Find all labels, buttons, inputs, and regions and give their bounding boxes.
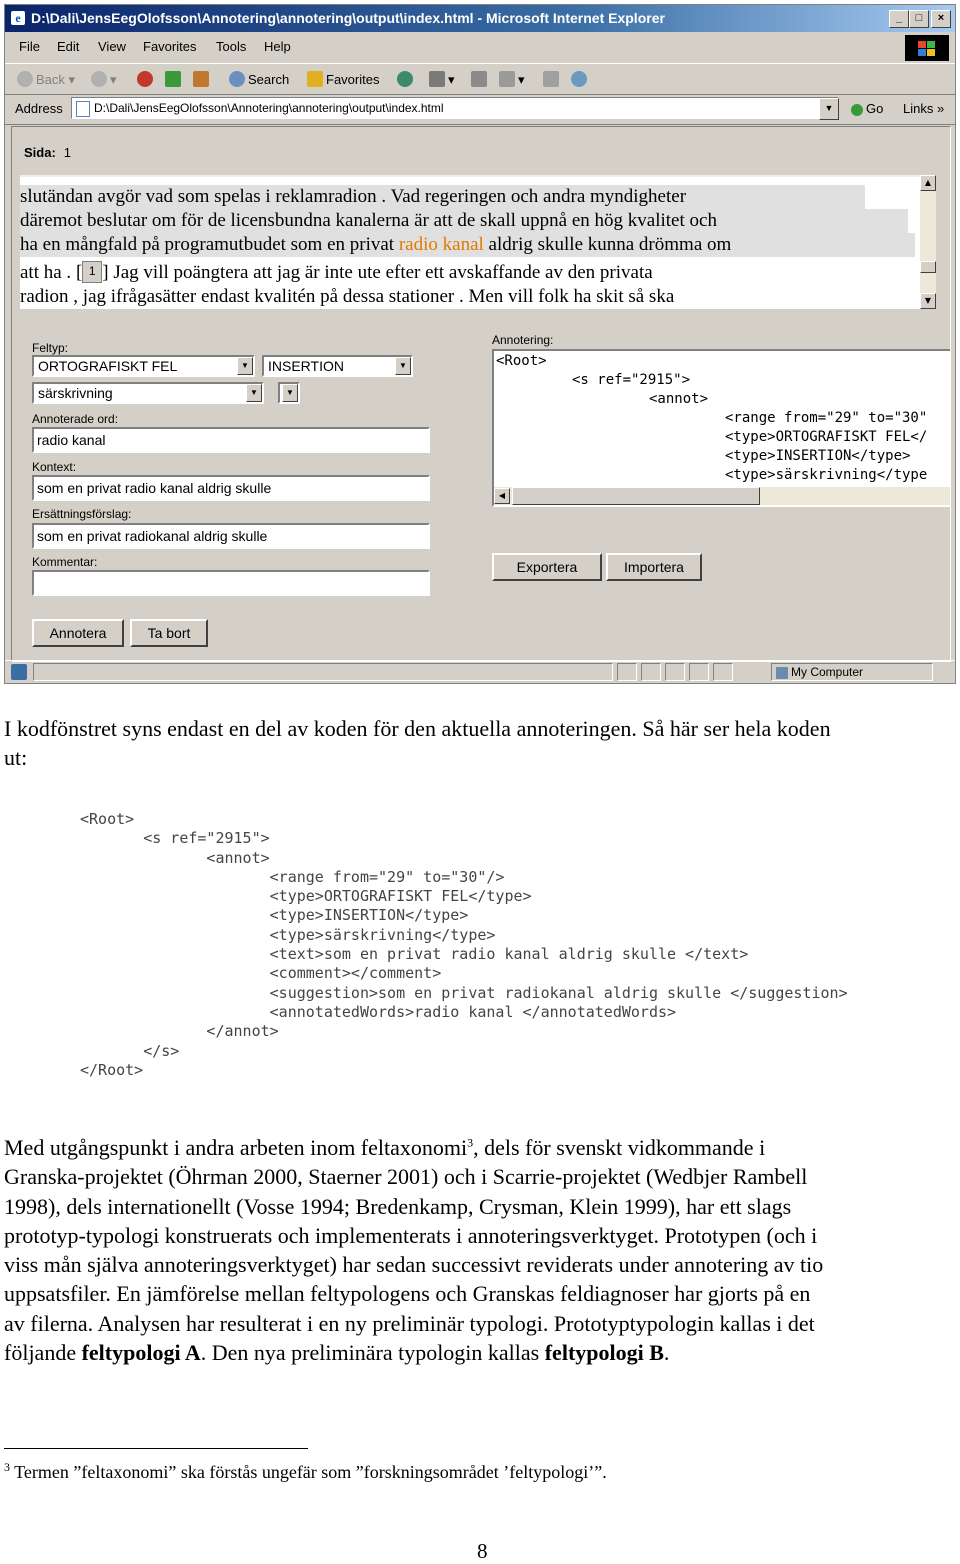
footnote-divider <box>4 1448 308 1449</box>
scroll-down-button[interactable]: ▼ <box>920 293 936 309</box>
text-line: slutändan avgör vad som spelas i reklamradion . Vad regeringen och andra myndigheter <box>20 185 865 209</box>
intro-paragraph: I kodfönstret syns endast en del av koden för den aktuella annoteringen. Så här ser hela koden ut: <box>4 716 831 771</box>
feltyp-select-4[interactable] <box>278 382 300 404</box>
feltyp-select-1[interactable]: ORTOGRAFISKT FEL ▼ <box>32 355 255 377</box>
address-label: Address <box>15 101 63 116</box>
scroll-thumb[interactable] <box>920 261 936 273</box>
ie-logo-icon: e <box>11 11 25 25</box>
feltyp-select-3[interactable]: särskrivning ▼ <box>32 382 264 404</box>
footnote: $^3$ Termen ”feltaxonomi” ska förstås ungefär som ”forskningsområdet ’feltypologi’”. <box>4 1460 607 1482</box>
search-button[interactable]: Search <box>229 71 289 87</box>
mail-button[interactable]: ▾ <box>429 71 455 88</box>
code-line: <annot> <box>649 391 709 407</box>
history-icon <box>397 71 413 87</box>
discuss-icon <box>543 71 559 87</box>
address-input[interactable]: D:\Dali\JensEegOlofsson\Annotering\annotering\output\index.html <box>71 97 839 119</box>
menu-edit[interactable]: Edit <box>57 39 80 54</box>
page-content <box>11 126 951 662</box>
text-line: att ha . [ 1 ] Jag vill poängtera att jag är inte ute efter ett avskaffande av den privata <box>20 262 653 283</box>
window-title: D:\Dali\JensEegOlofsson\Annotering\annotering\output\index.html - Microsoft Internet Explorer <box>31 10 665 26</box>
back-button[interactable]: Back ▾ <box>17 71 75 88</box>
horizontal-scrollbar[interactable] <box>494 487 951 505</box>
edit-button[interactable]: ▾ <box>499 71 525 88</box>
chevron-down-icon: ▼ <box>246 384 262 402</box>
annotera-button[interactable]: Annotera <box>32 619 124 647</box>
code-line: <type>särskrivning</type <box>725 467 928 483</box>
page-icon <box>76 101 90 117</box>
mail-icon <box>429 71 445 87</box>
history-button[interactable] <box>397 71 416 87</box>
code-line: <type>INSERTION</type> <box>725 448 911 464</box>
exportera-button[interactable]: Exportera <box>492 553 602 581</box>
annotation-code-box[interactable] <box>492 349 951 507</box>
chevron-down-icon: ▼ <box>237 357 253 375</box>
maximize-button[interactable]: □ <box>909 10 929 28</box>
comment-input[interactable] <box>32 570 430 596</box>
menu-file[interactable]: File <box>19 39 40 54</box>
body-paragraph: Med utgångspunkt i andra arbeten inom feltaxonomi$^3$, dels för svenskt vidkommande i Granska-projektet (Öhrman 2000, Staerner 2001) och i Scarrie-projektet (Wedbjer Rambell 1998), dels internationellt (Vosse 1994; Bredenkamp, Crysman, Klein 1999), har ett slags prototyp-typologi konstruerats och implementerats i annoteringsverktyget. Prototypen (och i viss mån själva annoteringsverktyget) har sedan successivt reviderats under annotering av tio uppsatsfiler. En jämförelse mellan feltypologens och Granskas feldiagnoser har gjorts på en av filerna. Analysen har resulterat i en ny preliminär typologi. Prototyptypologin kallas i det följande feltypologi A. Den nya preliminära typologin kallas feltypologi B. <box>4 1135 824 1366</box>
vertical-scrollbar[interactable] <box>920 175 936 309</box>
horizontal-scroll-thumb[interactable] <box>512 487 760 505</box>
computer-icon <box>776 667 788 679</box>
search-icon <box>229 71 245 87</box>
highlight-radio[interactable]: radio <box>398 234 438 255</box>
print-icon <box>471 71 487 87</box>
text-line: däremot beslutar om för de licensbundna kanalerna är att de skall uppnå en hög kvalitet och <box>20 209 908 233</box>
stop-button[interactable] <box>137 71 156 87</box>
highlight-kanal[interactable]: kanal <box>442 234 484 255</box>
page-indicator: Sida: 1 <box>24 145 72 160</box>
refresh-icon <box>165 71 181 87</box>
comment-label: Kommentar: <box>32 555 98 569</box>
menu-tools[interactable]: Tools <box>216 39 247 54</box>
suggestion-label: Ersättningsförslag: <box>32 507 132 521</box>
go-button[interactable]: Go <box>851 101 883 116</box>
text-line: ha en mångfald på programutbudet som en privat radio kanal aldrig skulle kunna drömma om <box>20 233 915 257</box>
edit-icon <box>499 71 515 87</box>
messenger-button[interactable] <box>571 71 590 87</box>
menu-favorites[interactable]: Favorites <box>143 39 197 54</box>
suggestion-input[interactable]: som en privat radiokanal aldrig skulle <box>32 523 430 549</box>
close-button[interactable]: × <box>931 10 951 28</box>
feltyp-label: Feltyp: <box>32 341 69 355</box>
browser-window <box>4 4 956 684</box>
address-bar <box>5 94 955 125</box>
title-bar <box>5 5 955 32</box>
chevron-down-icon: ▼ <box>282 384 298 402</box>
go-arrow-icon <box>851 104 863 116</box>
menu-bar <box>5 33 955 59</box>
code-listing: <Root> <s ref="2915"> <annot> <range from="29" to="30"/> <type>ORTOGRAFISKT FEL</type> <type>INSERTION</type> <type>särskrivning</type> <text>som en privat radio kanal aldrig skulle </text> <comment></comment> <suggestion>som en privat radiokanal aldrig skulle </suggestion> <annotatedWords>radio kanal </annotatedWords> </annot> </s> </Root> <box>80 810 848 1079</box>
scroll-up-button[interactable]: ▲ <box>920 175 936 191</box>
code-line: <range from="29" to="30" <box>725 410 928 426</box>
reference-marker[interactable]: 1 <box>82 261 102 283</box>
feltyp-select-2[interactable]: INSERTION ▼ <box>262 355 413 377</box>
annotering-label: Annotering: <box>492 333 554 347</box>
kontext-label: Kontext: <box>32 460 77 474</box>
menu-view[interactable]: View <box>98 39 126 54</box>
text-line: radion , jag ifrågasätter endast kvalitén på dessa stationer . Men vill folk ha skit så ska <box>20 286 675 307</box>
code-line: <Root> <box>496 353 547 369</box>
messenger-icon <box>571 71 587 87</box>
text-panel <box>20 175 936 309</box>
kontext-input[interactable]: som en privat radio kanal aldrig skulle <box>32 475 430 501</box>
forward-arrow-icon <box>91 71 107 87</box>
windows-logo-icon <box>905 35 949 61</box>
status-bar <box>5 660 955 683</box>
menu-help[interactable]: Help <box>264 39 291 54</box>
page-done-icon <box>11 664 27 680</box>
annotated-words-label: Annoterade ord: <box>32 412 119 426</box>
scroll-left-button[interactable]: ◀ <box>494 488 510 504</box>
code-line: <type>ORTOGRAFISKT FEL</ <box>725 429 928 445</box>
discuss-button[interactable] <box>543 71 562 87</box>
forward-button[interactable]: ▾ <box>91 71 117 88</box>
stop-icon <box>137 71 153 87</box>
status-text <box>33 663 613 681</box>
ta-bort-button[interactable]: Ta bort <box>130 619 208 647</box>
address-dropdown-button[interactable]: ▼ <box>819 98 839 120</box>
standard-toolbar <box>5 63 955 95</box>
favorites-button[interactable]: Favorites <box>307 71 379 87</box>
importera-button[interactable]: Importera <box>606 553 702 581</box>
refresh-button[interactable] <box>165 71 184 87</box>
page-number: 8 <box>477 1539 488 1563</box>
favorites-icon <box>307 71 323 87</box>
back-arrow-icon <box>17 71 33 87</box>
print-button[interactable] <box>471 71 490 87</box>
home-button[interactable] <box>193 71 212 87</box>
links-button[interactable]: Links » <box>903 101 945 116</box>
minimize-button[interactable]: _ <box>889 10 909 28</box>
security-zone: My Computer <box>771 663 933 681</box>
code-line: <s ref="2915"> <box>572 372 691 388</box>
annotated-words-input[interactable]: radio kanal <box>32 427 430 453</box>
chevron-down-icon: ▼ <box>395 357 411 375</box>
home-icon <box>193 71 209 87</box>
footnote-ref: 3 <box>467 1135 474 1150</box>
